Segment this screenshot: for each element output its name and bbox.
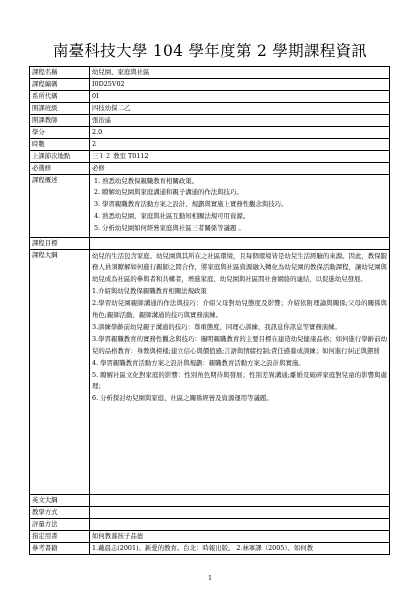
syllabus-paragraph: 幼兒的生活包含家庭、幼兒園與其所在之社區環境，且每個環境皆是幼兒生活經驗的來源。因此，教保服務人員須瞭解如何進行親師之間合作，將家庭與社區資源融入轉化為幼兒園的教保活動課程，讓幼兒園與幼兒成為社區的參與者和共構者，增進家庭、幼兒園與社區間社會網絡的連結，以促進幼兒發展。	[92, 251, 387, 284]
row-references	[30, 543, 390, 555]
label-course-name: 課程名稱	[30, 67, 90, 79]
summary-item: 4. 熟悉幼兒園、家庭與社區互動知相關法規可用資源。	[94, 212, 250, 221]
value-grading	[90, 519, 390, 531]
row-grading	[30, 519, 390, 531]
row-english	[30, 495, 390, 507]
row-time-place	[30, 151, 390, 163]
summary-item: 2. 瞭解幼兒園與家庭溝通和親子溝通的作法與技巧。	[94, 188, 243, 197]
value-required: 必修	[90, 163, 390, 175]
value-summary	[90, 175, 390, 238]
label-grading: 評量方法	[30, 519, 90, 531]
syllabus-paragraph: 1.介紹與幼兒教保親職教育相關法規政策	[92, 287, 207, 296]
syllabus-paragraph: 3.訓練學齡前幼兒親子溝通的技巧：尊重態度、同理心訓練、我訊息你訊息等實務演練。	[92, 322, 341, 331]
label-class: 開課班級	[30, 103, 90, 115]
value-course-name: 幼兒園、家庭與社區	[90, 67, 390, 79]
label-teacher: 開課教師	[30, 115, 90, 127]
label-credits: 學分	[30, 127, 90, 139]
value-textbook: 如何教養孩子品德	[90, 531, 390, 543]
value-goal	[90, 238, 390, 250]
label-course-code: 課程編碼	[30, 79, 90, 91]
label-summary: 課程概述	[30, 175, 90, 238]
label-required: 必選修	[30, 163, 90, 175]
syllabus-paragraph: 2.學習幼兒園親師溝通的作法與技巧：介紹父母對幼兒態度及影響；介紹依附理論與關係;父母的關係與角色;親師活動、親師溝通的技巧與實務演練。	[92, 299, 387, 320]
row-course-code	[30, 79, 390, 91]
row-textbook	[30, 531, 390, 543]
row-dept-code	[30, 91, 390, 103]
value-class: 四技幼保二乙	[90, 103, 390, 115]
summary-item: 1. 熟悉幼兒教保親職教育相關政策。	[94, 176, 198, 185]
value-english	[90, 495, 390, 507]
course-info-table	[29, 66, 390, 555]
label-textbook: 指定用書	[30, 531, 90, 543]
row-hours	[30, 139, 390, 151]
value-hours: 2	[90, 139, 390, 151]
syllabus-paragraph: 5. 瞭解社區文化對家庭的影響：性別角色期待與發展；性別差異溝通;離婚及破碎家庭對兒童的影響與處理；	[92, 370, 387, 391]
syllabus-paragraph: 3.學習親職教育的實務性觀念與技巧：闡明親職教育的主要目標在建造幼兒健康品格；如何進行學齡前幼兒的品格教育：身教與榜樣;建立信心與價值感;言語與情緒控制;責任感養成訓練；如何進行糾正與懲罰	[92, 334, 387, 355]
value-dept-code: 0I	[90, 91, 390, 103]
value-time-place: 三１２ 教室 T0112	[90, 151, 390, 163]
row-method	[30, 507, 390, 519]
row-credits	[30, 127, 390, 139]
label-method: 教學方式	[30, 507, 90, 519]
row-class	[30, 103, 390, 115]
value-teacher: 張治遙	[90, 115, 390, 127]
label-english: 英文大綱	[30, 495, 90, 507]
row-syllabus	[30, 250, 390, 495]
label-syllabus: 課程大綱	[30, 250, 90, 495]
row-course-name	[30, 67, 390, 79]
summary-item: 5. 分析幼兒園如何經營家庭與社區三者關係等議題 。	[94, 224, 245, 233]
label-hours: 時數	[30, 139, 90, 151]
row-teacher	[30, 115, 390, 127]
value-references: 1.戴晨志(2001)。新愛的教育。台北：時報出版。 2.林寧譯（2005）。如何教	[90, 543, 390, 555]
value-syllabus	[90, 250, 390, 495]
row-required	[30, 163, 390, 175]
label-goal: 課程目標	[30, 238, 90, 250]
row-goal	[30, 238, 390, 250]
value-course-code: I0D25V02	[90, 79, 390, 91]
row-summary	[30, 175, 390, 238]
page-title: 南臺科技大學 104 學年度第 2 學期課程資訊	[52, 42, 368, 60]
syllabus-paragraph: 4. 學習親職教育活動方案之設計與規劃：親職教育活動方案之設計與實施。	[92, 358, 305, 367]
label-dept-code: 系所代碼	[30, 91, 90, 103]
syllabus-paragraph: 6. 分析探討幼兒園與家庭、社區之關係經營及資源運用等議題。	[92, 394, 273, 403]
value-method	[90, 507, 390, 519]
summary-list	[92, 176, 387, 236]
label-time-place: 上課節次地點	[30, 151, 90, 163]
summary-item: 3. 學習親職教育活動方案之設計、規劃與實施上實務性觀念與技巧。	[94, 200, 288, 209]
value-credits: 2.0	[90, 127, 390, 139]
page-number: 1	[208, 575, 212, 582]
label-references: 參考書籍	[30, 543, 90, 555]
